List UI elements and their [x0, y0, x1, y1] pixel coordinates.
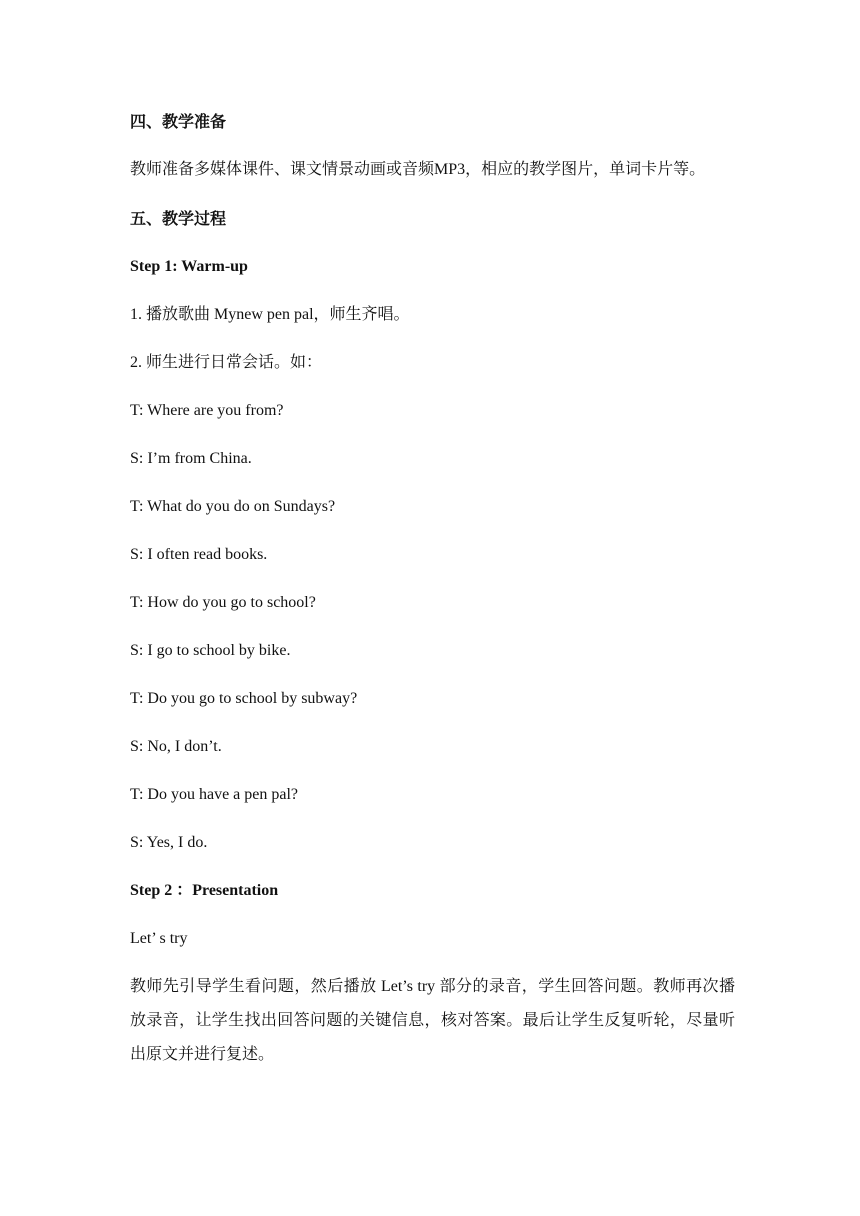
section-heading-teaching-process: 五、教学过程: [130, 209, 227, 228]
dialogue-line: T: Do you go to school by subway?: [130, 690, 358, 707]
step1-item-1: 1. 播放歌曲 Mynew pen pal，师生齐唱。: [130, 306, 410, 323]
dialogue-line: T: Where are you from?: [130, 402, 284, 419]
dialogue-line: S: I’m from China.: [130, 450, 252, 467]
step2-paragraph: 教师先引导学生看问题，然后播放 Let’s try 部分的录音，学生回答问题。教师再次播放录音，让学生找出回答问题的关键信息，核对答案。最后让学生反复听轮，尽量听出原文并进行复述。: [130, 978, 735, 1063]
step1-heading: Step 1: Warm-up: [130, 258, 248, 275]
dialogue-line: T: Do you have a pen pal?: [130, 786, 299, 803]
teaching-preparation-paragraph: 教师准备多媒体课件、课文情景动画或音频MP3，相应的教学图片，单词卡片等。: [130, 161, 706, 178]
dialogue-line: T: How do you go to school?: [130, 594, 316, 611]
step2-heading: Step 2 ：Presentation: [130, 882, 279, 899]
section-heading-teaching-preparation: 四、教学准备: [130, 112, 227, 131]
dialogue-line: S: Yes, I do.: [130, 834, 208, 851]
document-content: [130, 108, 735, 1090]
step2-subtitle: Let’ s try: [130, 930, 188, 947]
step1-item-2: 2. 师生进行日常会话。如：: [130, 354, 323, 371]
dialogue-line: S: No, I don’t.: [130, 738, 222, 755]
dialogue-line: S: I go to school by bike.: [130, 642, 291, 659]
dialogue-line: T: What do you do on Sundays?: [130, 498, 336, 515]
dialogue-line: S: I often read books.: [130, 546, 268, 563]
